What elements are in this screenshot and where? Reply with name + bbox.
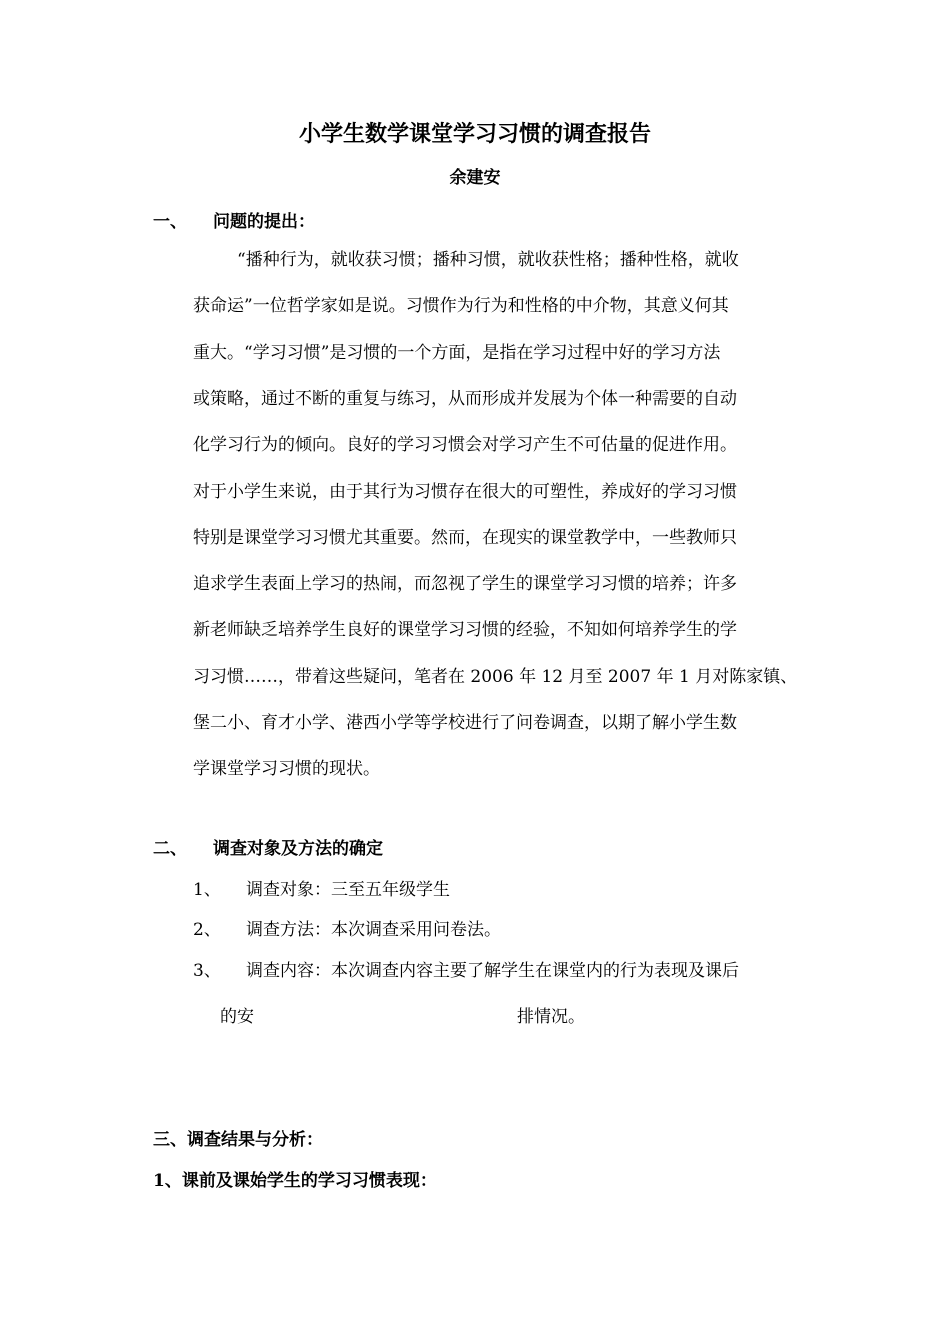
list-item-number: 2、 [193, 920, 221, 940]
paragraph-line: 堡二小、育才小学、港西小学等学校进行了问卷调查，以期了解小学生数 [193, 713, 737, 733]
paragraph-line: 特别是课堂学习习惯尤其重要。然而，在现实的课堂教学中，一些教师只 [193, 528, 737, 548]
paragraph-line: 重大。“学习习惯”是习惯的一个方面，是指在学习过程中好的学习方法 [193, 343, 721, 363]
list-item-number: 1、 [193, 880, 221, 900]
paragraph-line: 习习惯……，带着这些疑问，笔者在 2006 年 12 月至 2007 年 1 月对陈家镇、 [193, 667, 798, 687]
section-3-heading: 三、调查结果与分析： [153, 1130, 323, 1150]
section-2-heading: 调查对象及方法的确定 [213, 839, 383, 859]
paragraph-line: 或策略，通过不断的重复与练习，从而形成并发展为个体一种需要的自动 [193, 389, 737, 409]
paragraph-line: 对于小学生来说，由于其行为习惯存在很大的可塑性，养成好的学习习惯 [193, 482, 737, 502]
paragraph-line: “播种行为，就收获习惯；播种习惯，就收获性格；播种性格，就收 [237, 250, 739, 270]
page-title: 小学生数学课堂学习习惯的调查报告 [298, 121, 651, 147]
paragraph-line: 追求学生表面上学习的热闹，而忽视了学生的课堂学习习惯的培养；许多 [193, 574, 737, 594]
list-item-text: 调查对象：三至五年级学生 [246, 880, 450, 900]
list-item-continuation: 排情况。 [517, 1007, 585, 1027]
author-name: 余建安 [449, 168, 501, 188]
paragraph-line: 学课堂学习习惯的现状。 [193, 759, 380, 779]
paragraph-line: 化学习行为的倾向。良好的学习习惯会对学习产生不可估量的促进作用。 [193, 435, 737, 455]
paragraph-line: 新老师缺乏培养学生良好的课堂学习习惯的经验，不知如何培养学生的学 [193, 620, 737, 640]
paragraph-line: 获命运”一位哲学家如是说。习惯作为行为和性格的中介物，其意义何其 [193, 296, 729, 316]
section-1-heading: 问题的提出： [213, 212, 315, 232]
subsection-1-heading: 1、课前及课始学生的学习习惯表现： [153, 1171, 437, 1191]
list-item-text: 调查内容：本次调查内容主要了解学生在课堂内的行为表现及课后 [246, 961, 739, 981]
list-item-text: 调查方法：本次调查采用问卷法。 [246, 920, 501, 940]
section-2-number: 二、 [153, 839, 187, 859]
list-item-number: 3、 [193, 961, 221, 981]
section-1-number: 一、 [153, 212, 187, 232]
list-item-continuation: 的安 [220, 1007, 254, 1027]
